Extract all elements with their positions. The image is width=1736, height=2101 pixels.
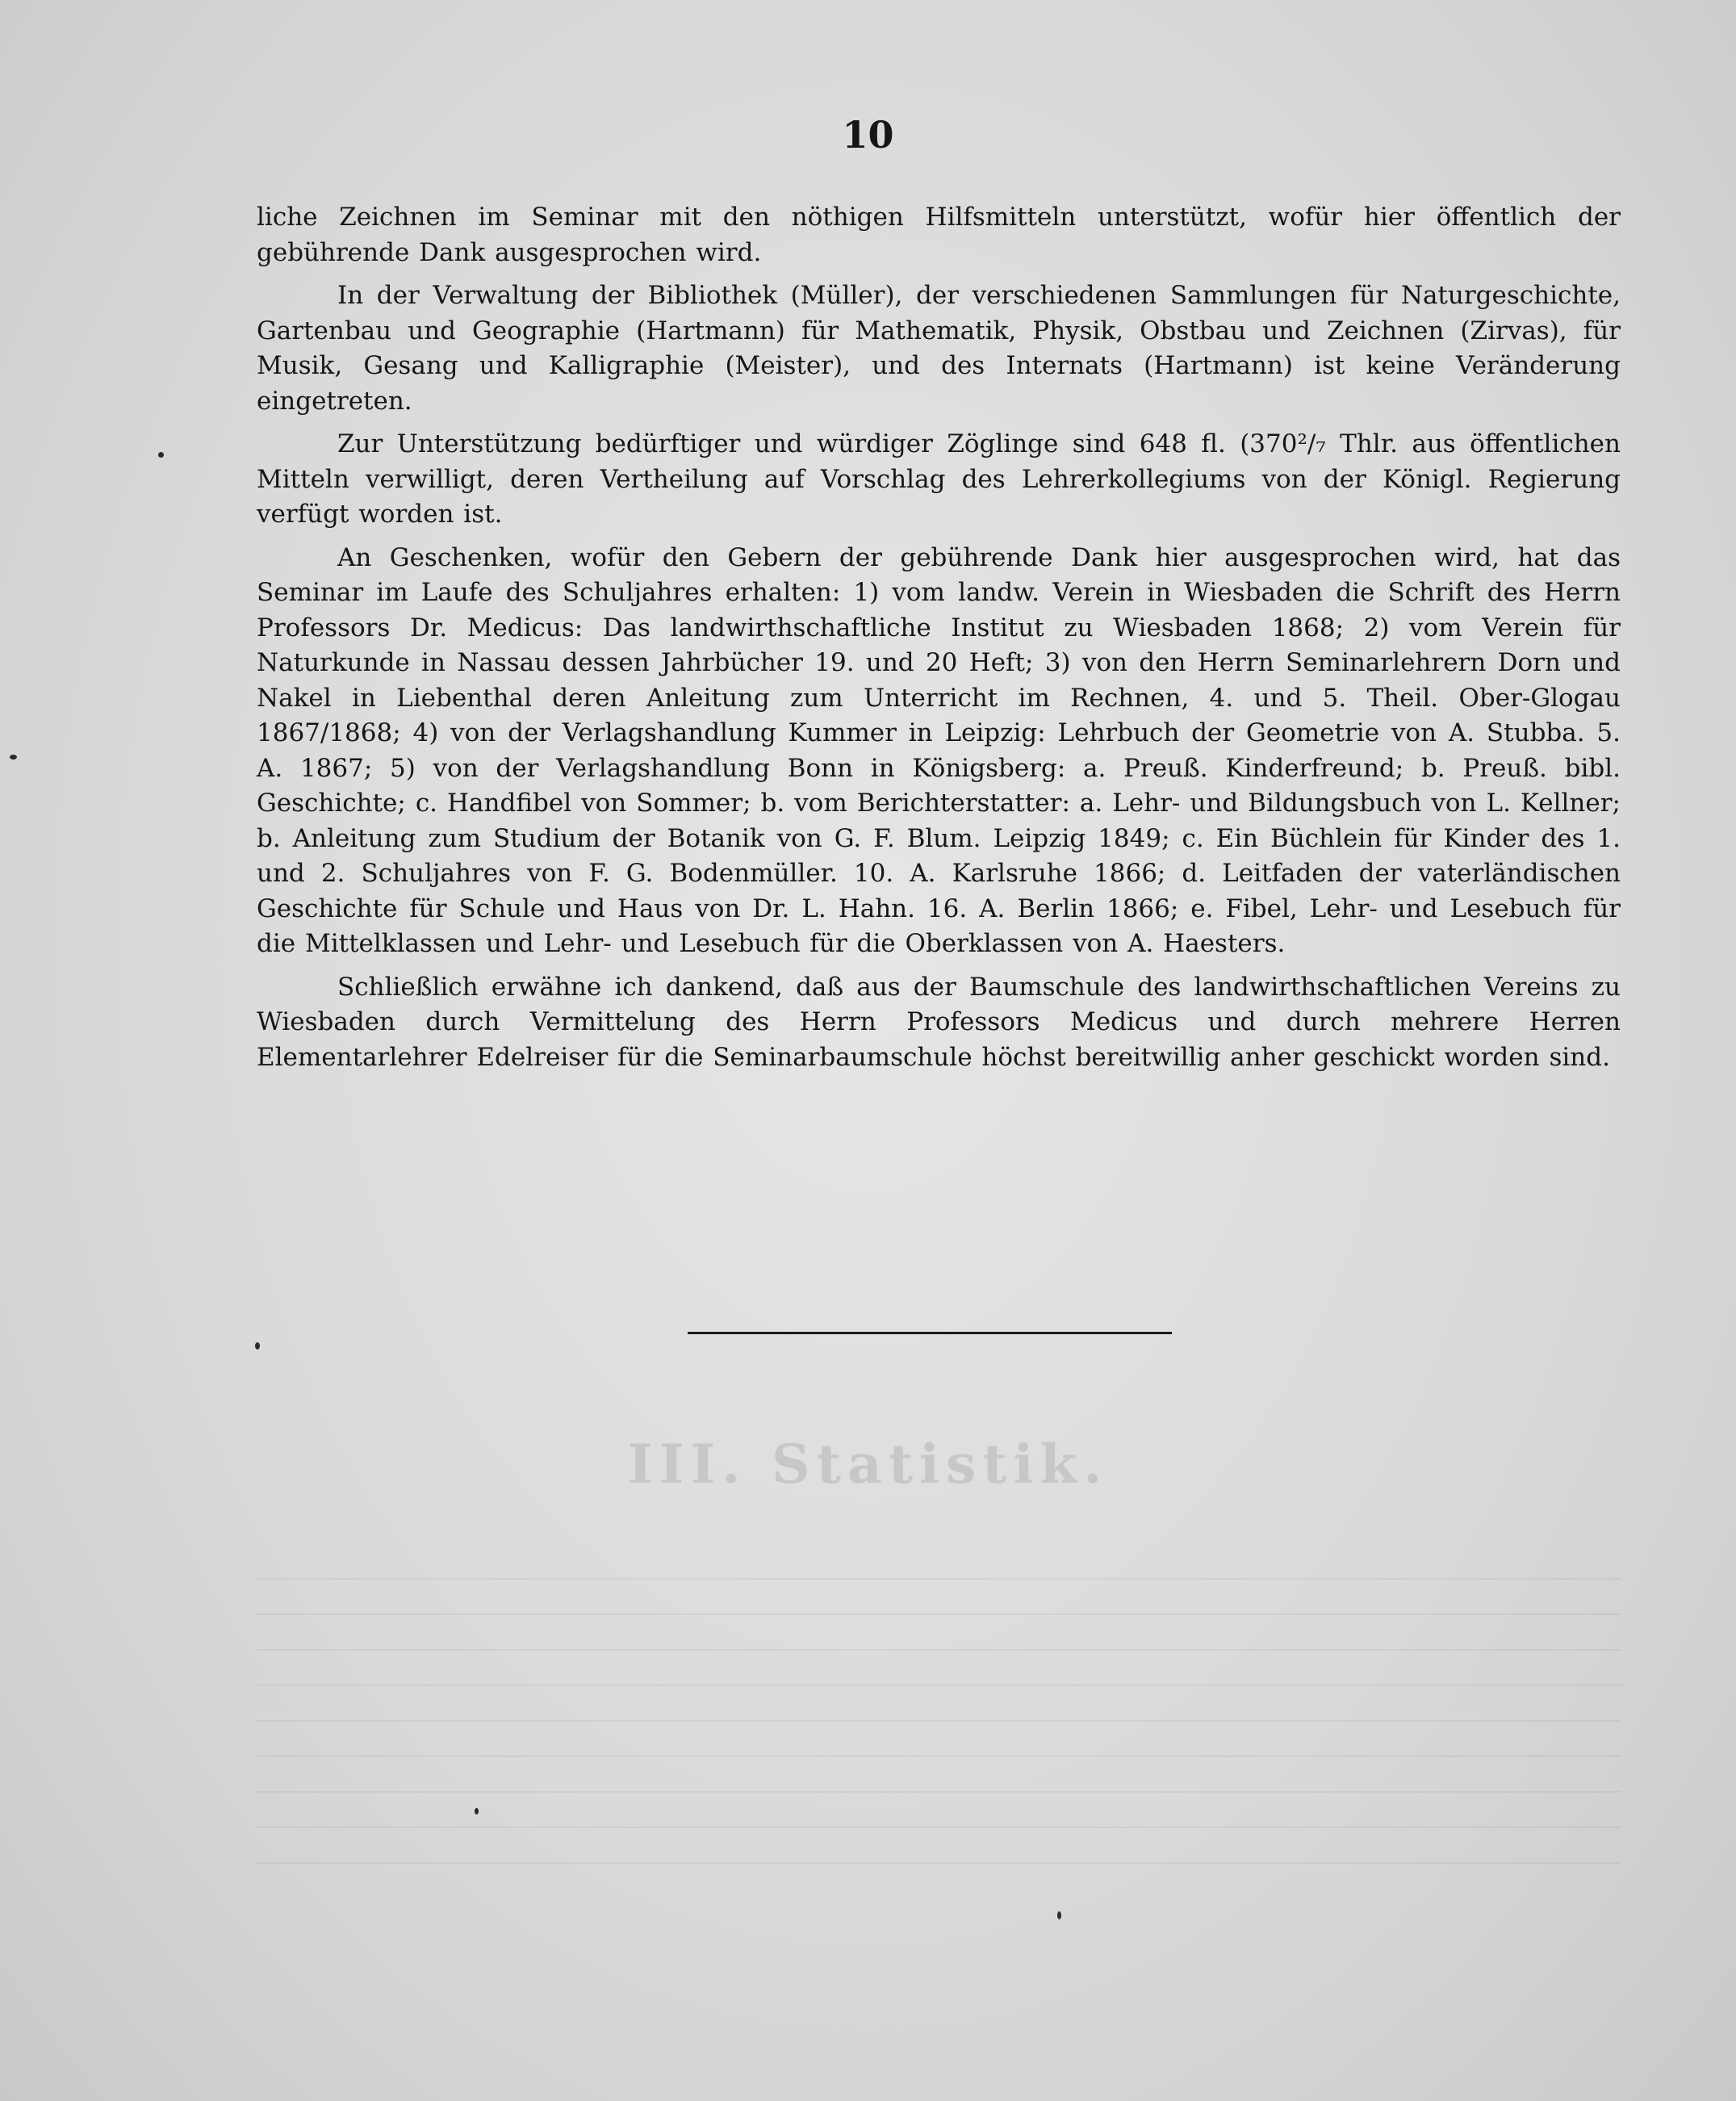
page-number: 10 (842, 113, 894, 157)
section-heading: III. Statistik. (627, 1433, 1109, 1496)
ink-speck (1057, 1911, 1061, 1919)
section-divider (688, 1332, 1172, 1334)
ink-speck (475, 1808, 479, 1814)
body-text (257, 200, 1621, 1075)
ink-speck (255, 1342, 260, 1350)
paragraph-closing: Schließlich erwähne ich dankend, daß aus der Baumschule des landwirthschaftlichen Vereins zu Wiesbaden durch Vermittelung des Herrn Professors Medicus und durch mehrere Herren Elementarlehrer Edelreiser für die Seminarbaumschule höchst bereitwillig anher geschickt worden sind. (257, 972, 1621, 1072)
paragraph-gifts: An Geschenken, wofür den Gebern der gebührende Dank hier ausgesprochen wird, hat das Seminar im Laufe des Schuljahres erhalten: 1) vom landw. Verein in Wiesbaden die Schrift des Herrn Professors Dr. Medicus: Das landwirthschaftliche Institut zu Wiesbaden 1868; 2) vom Verein für Naturkunde in Nassau dessen Jahrbücher 19. und 20 Heft; 3) von den Herrn Seminarlehrern Dorn und Nakel in Liebenthal deren Anleitung zum Unterricht im Rechnen, 4. und 5. Theil. Ober-Glogau 1867/1868; 4) von der Verlagshandlung Kummer in Leipzig: Lehrbuch der Geometrie von A. Stubba. 5. A. 1867; 5) von der Verlagshandlung Bonn in Königsberg: a. Preuß. Kinderfreund; b. Preuß. bibl. Geschichte; c. Handfibel von Sommer; b. vom Berichterstatter: a. Lehr- und Bildungsbuch von L. Kellner; b. Anleitung zum Studium der Botanik von G. F. Blum. Leipzig 1849; c. Ein Büchlein für Kinder des 1. und 2. Schuljahres von F. G. Bodenmüller. 10. A. Karlsruhe 1866; d. Leitfaden der vaterländischen Geschichte für Schule und Haus von Dr. L. Hahn. 16. A. Berlin 1866; e. Fibel, Lehr- und Lesebuch für die Mittelklassen und Lehr- und Lesebuch für die Oberklassen von A. Haesters. (257, 542, 1621, 958)
ink-speck (10, 755, 17, 760)
paragraph-continuation: liche Zeichnen im Seminar mit den nöthigen Hilfsmitteln unterstützt, wofür hier öffentlich der gebührende Dank ausgesprochen wird. (257, 203, 1621, 267)
paragraph-support: Zur Unterstützung bedürftiger und würdiger Zöglinge sind 648 fl. (370²/₇ Thlr. aus öffentlichen Mitteln verwilligt, deren Vertheilung auf Vorschlag des Lehrerkollegiums von der Königl. Regierung verfügt worden ist. (257, 429, 1621, 529)
show-through-texture (257, 1578, 1621, 1881)
ink-speck (158, 452, 164, 458)
paragraph-administration: In der Verwaltung der Bibliothek (Müller), der verschiedenen Sammlungen für Naturgeschichte, Gartenbau und Geographie (Hartmann) für Mathematik, Physik, Obstbau und Zeichnen (Zirvas), für Musik, Gesang und Kalligraphie (Meister), und des Internats (Hartmann) ist keine Veränderung eingetreten. (257, 281, 1621, 416)
